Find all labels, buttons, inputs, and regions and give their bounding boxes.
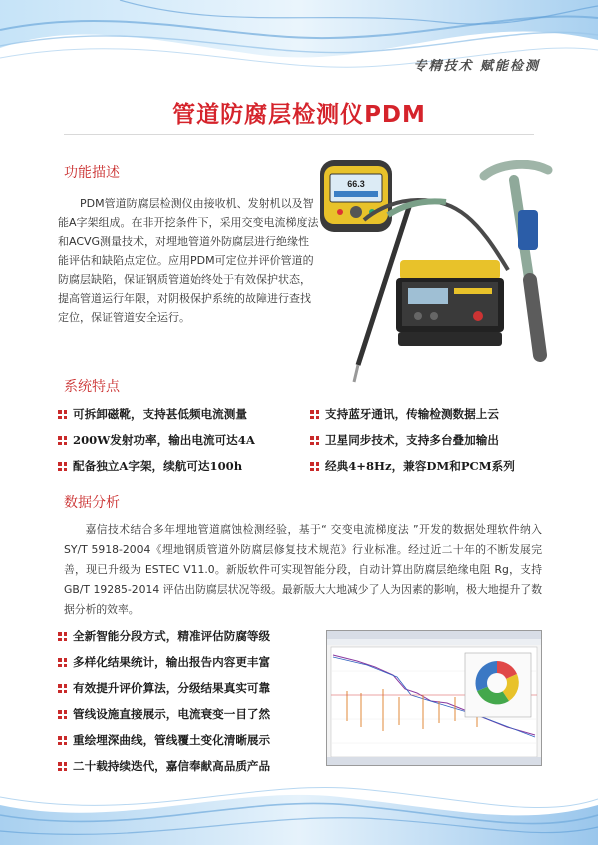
- function-description: PDM管道防腐层检测仪由接收机、发射机以及智能A字架组成。在非开挖条件下，采用交变电流梯度法和ACVG测量技术，对埋地管道外防腐层进行绝缘性能评估和缺陷点定位。应用PDM可定位并评价管道的防腐层缺陷，保证钢质管道始终处于有效保护状态，提高管道运行年限，对阴极保护系统的故障进行查找定位，保证管道安全运行。: [58, 197, 319, 324]
- analysis-item: 全新智能分段方式，精准评估防腐等级: [58, 628, 270, 644]
- title-divider: [64, 134, 534, 135]
- section-heading-analysis: 数据分析: [64, 495, 120, 511]
- feature-item: 可拆卸磁靴，支持甚低频电流测量: [58, 406, 247, 422]
- bullet-icon: [58, 462, 67, 471]
- feature-item: 配备独立A字架，续航可达100h: [58, 458, 242, 474]
- section-heading-features: 系统特点: [64, 379, 120, 395]
- analysis-item: 有效提升评价算法，分级结果真实可靠: [58, 680, 270, 696]
- product-illustration: [318, 160, 558, 385]
- analysis-item: 重绘埋深曲线，管线覆土变化清晰展示: [58, 732, 270, 748]
- software-screenshot: [326, 630, 542, 766]
- bullet-icon: [58, 762, 67, 771]
- bullet-icon: [58, 684, 67, 693]
- top-wave-decoration: [0, 0, 598, 100]
- feature-item: 支持蓝牙通讯，传输检测数据上云: [310, 406, 499, 422]
- bullet-icon: [58, 736, 67, 745]
- bullet-icon: [58, 658, 67, 667]
- bullet-icon: [58, 410, 67, 419]
- bullet-icon: [58, 436, 67, 445]
- analysis-item: 管线设施直接展示，电流衰变一目了然: [58, 706, 270, 722]
- bullet-icon: [58, 710, 67, 719]
- bullet-icon: [310, 462, 319, 471]
- analysis-item: 多样化结果统计，输出报告内容更丰富: [58, 654, 270, 670]
- analysis-description: 嘉信技术结合多年埋地管道腐蚀检测经验，基于“ 交变电流梯度法 ”开发的数据处理软件纳入 SY/T 5918-2004《埋地钢质管道外防腐层修复技术规范》行业标准。经过近二十年的不断发展完善，现已升级为 ESTEC V11.0。新版软件可实现智能分段，自动计算出防腐层绝缘电阻 Rg，支持 GB/T 19285-2014 评估出防腐层状况等级。最新版大大地减少了人为因素的影响，极大地提升了数据分析的效率。: [64, 523, 542, 616]
- slogan: 专精技术 赋能检测: [413, 59, 540, 74]
- feature-item: 200W发射功率，输出电流可达4A: [58, 432, 255, 448]
- software-chart-image: [327, 631, 541, 765]
- bullet-icon: [58, 632, 67, 641]
- bullet-icon: [310, 410, 319, 419]
- bottom-wave-decoration: [0, 775, 598, 845]
- transmitter-device: [396, 260, 504, 346]
- section-heading-function: 功能描述: [64, 165, 120, 181]
- receiver-device: [320, 160, 392, 232]
- feature-item: 卫星同步技术，支持多台叠加输出: [310, 432, 499, 448]
- feature-item: 经典4+8Hz，兼容DM和PCM系列: [310, 458, 515, 474]
- device-reading: 66.3: [347, 179, 365, 189]
- bullet-icon: [310, 436, 319, 445]
- page-title: 管道防腐层检测仪PDM: [172, 102, 426, 128]
- analysis-item: 二十载持续迭代，嘉信奉献高品质产品: [58, 758, 270, 774]
